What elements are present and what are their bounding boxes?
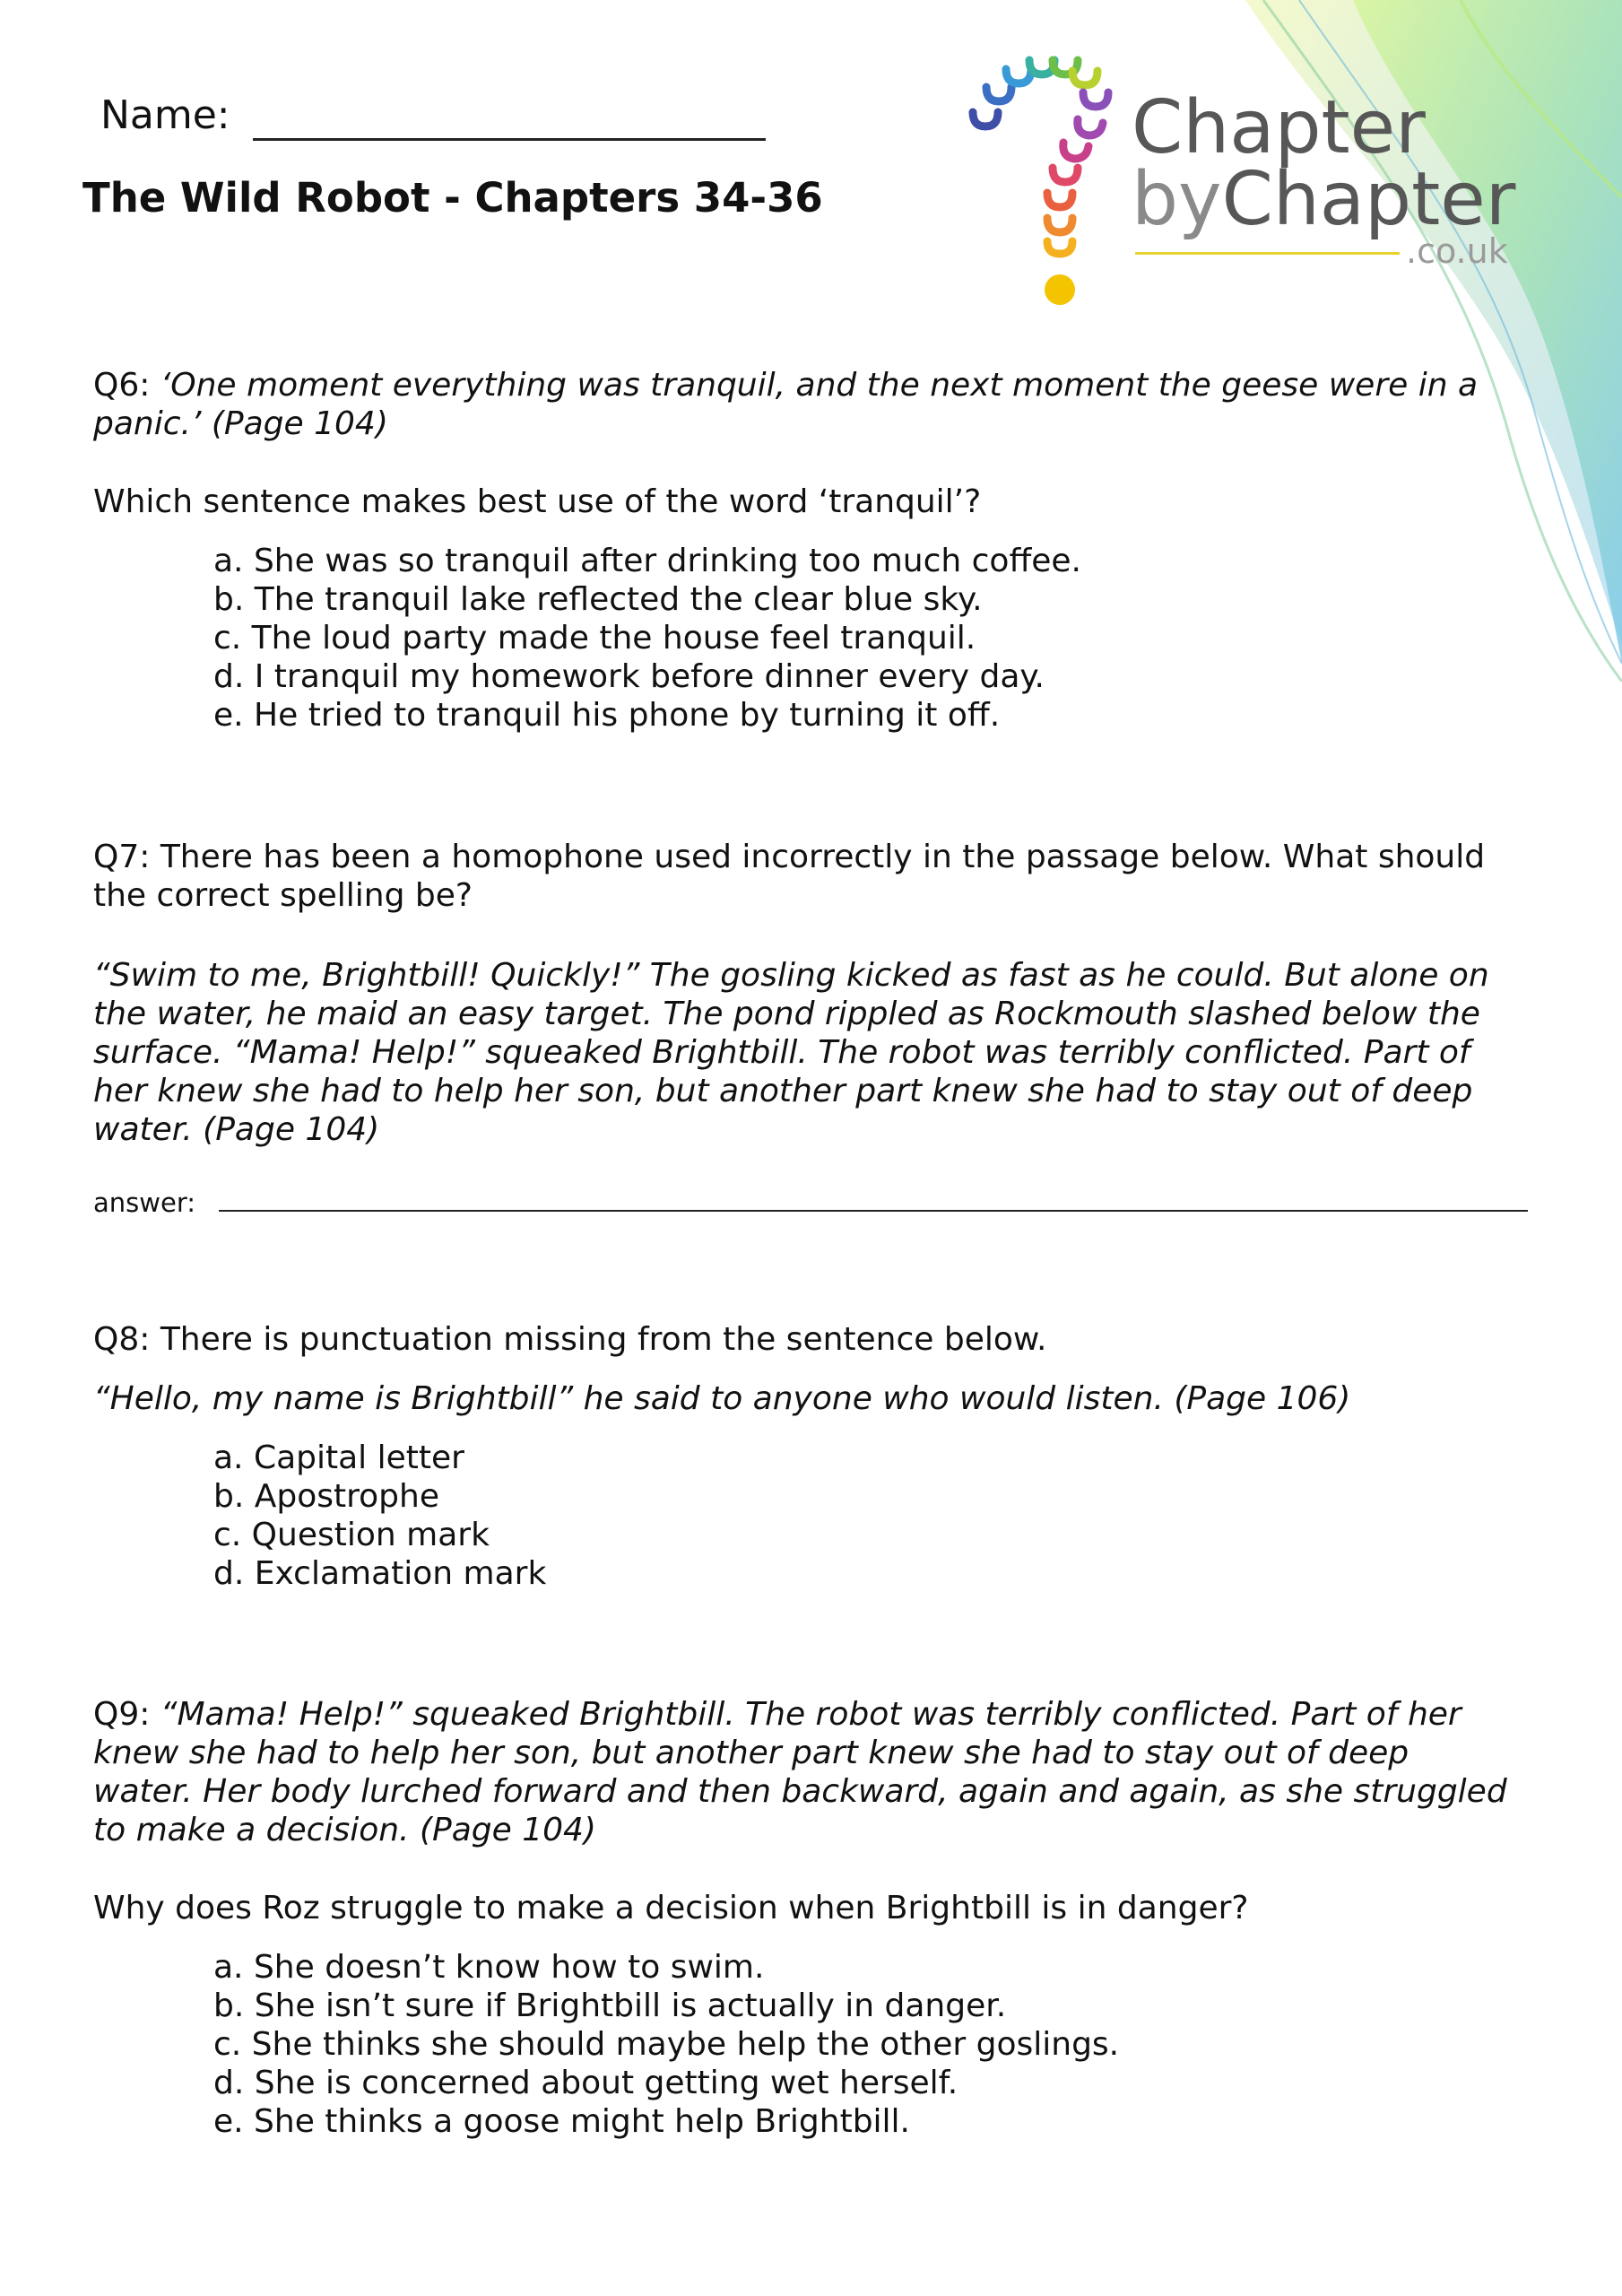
q9-option-c[interactable]: c. She thinks she should maybe help the other goslings.	[213, 2026, 1120, 2063]
q9-quote-line: to make a decision. (Page 104)	[93, 1812, 596, 1848]
logo-wordmark-line1: Chapter	[1132, 85, 1426, 170]
q6-quote-line1: ‘One moment everything was tranquil, and the next moment the geese were in a	[160, 367, 1479, 404]
q9-question	[93, 1695, 1528, 1849]
q7-answer-line[interactable]	[219, 1210, 1528, 1212]
q6-option-b[interactable]: b. The tranquil lake reflected the clear blue sky.	[213, 581, 983, 618]
q9-quote-line1: “Mama! Help!” squeaked Brightbill. The robot was terribly conflicted. Part of her	[160, 1696, 1462, 1733]
q9-option-a[interactable]: a. She doesn’t know how to swim.	[213, 1949, 765, 1986]
q7-passage-line: her knew she had to help her son, but another part knew she had to stay out of deep	[93, 1073, 1473, 1109]
q8-options	[213, 1439, 1469, 1593]
name-input-line[interactable]	[253, 138, 766, 141]
q8-option-a[interactable]: a. Capital letter	[213, 1439, 464, 1476]
q9-quote-line: water. Her body lurched forward and then backward, again and again, as she struggled	[93, 1773, 1507, 1810]
q9-options	[213, 1948, 1469, 2141]
name-label: Name:	[100, 92, 230, 138]
q6-options	[213, 542, 1469, 735]
q7-passage-line: surface. “Mama! Help!” squeaked Brightbill. The robot was terribly conflicted. Part of	[93, 1034, 1470, 1071]
q9-option-b[interactable]: b. She isn’t sure if Brightbill is actually in danger.	[213, 1987, 1007, 2024]
q6-quote-line2: panic.’ (Page 104)	[93, 405, 388, 442]
q7-question	[93, 838, 1528, 915]
logo-chapter: Chapter	[1221, 157, 1516, 242]
q6-option-c[interactable]: c. The loud party made the house feel tranquil.	[213, 620, 976, 657]
q8-option-b[interactable]: b. Apostrophe	[213, 1478, 439, 1515]
q6-option-e[interactable]: e. He tried to tranquil his phone by turning it off.	[213, 697, 1001, 734]
q9-quote-line: knew she had to help her son, but another part knew she had to stay out of deep	[93, 1735, 1409, 1771]
logo-underline	[1135, 252, 1400, 255]
q7-answer-label: answer:	[93, 1187, 196, 1218]
q7-line2: the correct spelling be?	[93, 877, 473, 914]
logo-wordmark-line2	[1132, 157, 1516, 242]
q7-passage	[93, 956, 1528, 1149]
q9-prompt: Why does Roz struggle to make a decision when Brightbill is in danger?	[93, 1890, 1249, 1926]
worksheet-title: The Wild Robot - Chapters 34-36	[82, 174, 823, 222]
q9-option-d[interactable]: d. She is concerned about getting wet herself.	[213, 2065, 958, 2101]
q7-passage-line: “Swim to me, Brightbill! Quickly!” The gosling kicked as fast as he could. But alone on	[93, 957, 1489, 994]
q9-label: Q9:	[93, 1696, 151, 1733]
q7-line1: Q7: There has been a homophone used incorrectly in the passage below. What should	[93, 839, 1486, 875]
logo-domain: .co.uk	[1406, 231, 1508, 271]
q6-prompt: Which sentence makes best use of the word ‘tranquil’?	[93, 483, 982, 520]
q6-label: Q6:	[93, 367, 151, 404]
q8-option-d[interactable]: d. Exclamation mark	[213, 1555, 547, 1592]
q7-passage-line: water. (Page 104)	[93, 1111, 380, 1148]
q8-option-c[interactable]: c. Question mark	[213, 1517, 490, 1553]
q6-option-d[interactable]: d. I tranquil my homework before dinner every day.	[213, 658, 1045, 695]
q8-question: Q8: There is punctuation missing from the sentence below.	[93, 1321, 1047, 1358]
q9-option-e[interactable]: e. She thinks a goose might help Brightbill.	[213, 2103, 910, 2140]
q6-question	[93, 366, 1528, 443]
q6-option-a[interactable]: a. She was so tranquil after drinking too much coffee.	[213, 543, 1081, 579]
q7-passage-line: the water, he maid an easy target. The pond rippled as Rockmouth slashed below the	[93, 996, 1480, 1032]
logo-by: by	[1132, 157, 1222, 242]
q8-quote: “Hello, my name is Brightbill” he said to anyone who would listen. (Page 106)	[93, 1380, 1351, 1417]
